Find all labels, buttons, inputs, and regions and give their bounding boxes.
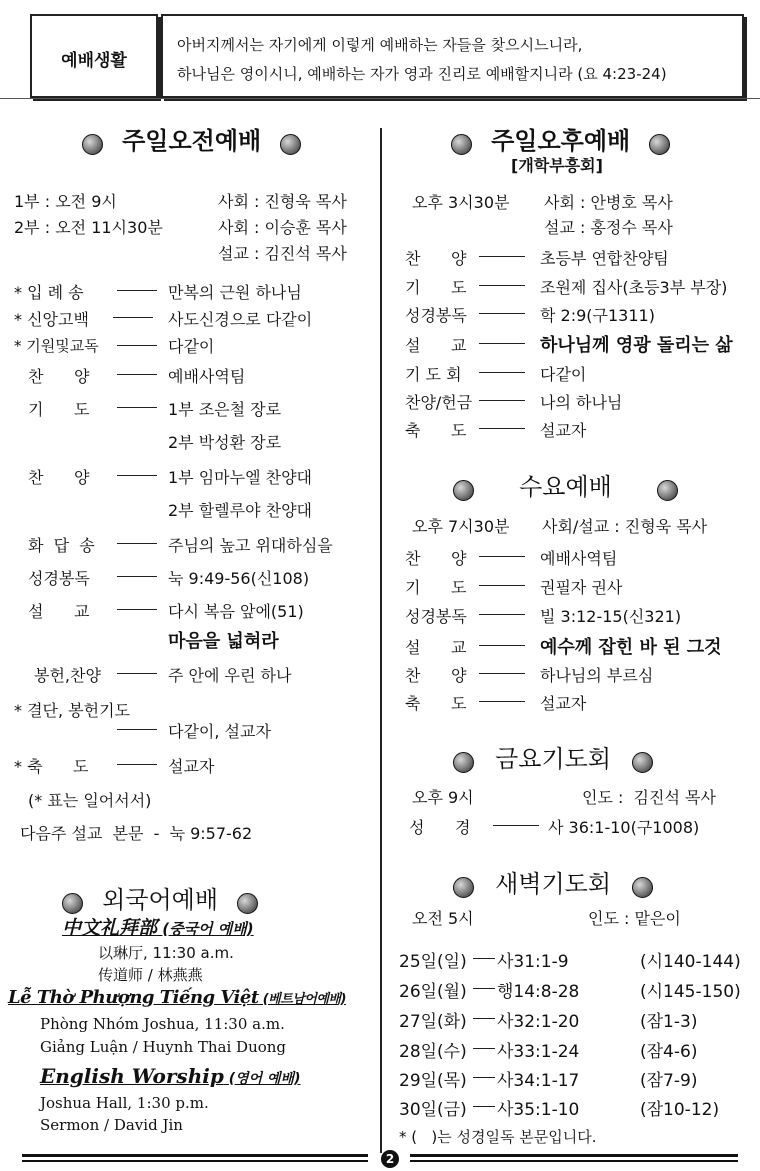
dash-line [479,614,525,615]
dawn-reading: 사32:1-20 [497,1012,580,1032]
order-value: 설교자 [540,421,587,440]
dash-line [117,407,157,408]
dawn-ref: (시145-150) [640,982,741,1002]
dash-line [117,729,157,730]
order-label: 찬 양 [405,549,467,568]
dash-line [117,764,157,765]
dawn-note: * ( )는 성경일독 본문입니다. [399,1128,597,1146]
dash-line [473,958,495,959]
chinese-sub: (중국어 예배) [157,920,254,938]
viet-heading [8,987,346,1008]
chinese-line-2: 传道师 / 林燕燕 [98,966,203,984]
dash-line [493,825,539,826]
morning-preacher: 설교 : 김진석 목사 [218,244,347,263]
dash-line [479,701,525,702]
order-label: 기 도 [405,278,467,297]
afternoon-title-text: 주일오후예배 [491,127,631,155]
page-number [381,1150,399,1168]
order-label: * 신앙고백 [14,310,89,329]
dash-line [117,543,157,544]
dash-line [479,285,525,286]
order-value: 초등부 연합찬양팀 [540,249,669,268]
morning-title [82,121,301,156]
order-value: 1부 임마누엘 찬양대 [168,468,312,487]
afternoon-preacher: 설교 : 홍정수 목사 [544,218,673,237]
dash-line [113,317,153,318]
order-label: * 축 도 [14,757,89,776]
order-label: 찬 양 [405,666,467,685]
bullet-icon [280,134,301,155]
dawn-day: 28일(수) [399,1042,467,1062]
bullet-icon [453,752,474,773]
bullet-icon [451,134,472,155]
bullet-icon [453,877,474,898]
english-line-1: Joshua Hall, 1:30 p.m. [40,1094,209,1112]
bullet-icon [632,752,653,773]
order-label: 화 답 송 [28,536,95,555]
order-value: 다같이 [540,365,587,384]
order-label: 성경봉독 [28,569,90,588]
afternoon-sermon-title: 하나님께 영광 돌리는 삶 [540,335,733,356]
dash-line [479,343,525,344]
dash-line [117,290,157,291]
order-value: 1부 조은철 장로 [168,400,282,419]
order-label: 성경봉독 [405,306,467,325]
dash-line [479,313,525,314]
order-label: 기 도 [28,400,90,419]
order-value: 다같이, 설교자 [168,722,271,741]
order-label: * 결단, 봉헌기도 [14,701,130,720]
order-value: 예배사역팀 [168,367,246,386]
dash-line [117,609,157,610]
dawn-reading: 사31:1-9 [497,952,569,972]
dash-line [117,576,157,577]
order-value: 주 안에 우린 하나 [168,666,292,685]
order-label: 찬 양 [405,249,467,268]
footer-rule-right [410,1154,738,1162]
order-value: 다같이 [168,337,215,356]
friday-scripture: 사 36:1-10(구1008) [548,818,700,837]
wednesday-time: 오후 7시30분 [412,517,510,536]
bullet-icon [632,877,653,898]
viet-line-2: Giảng Luận / Huynh Thai Duong [40,1038,287,1056]
foreign-title [62,880,258,915]
dash-line [117,673,157,674]
dash-line [117,374,157,375]
afternoon-lead: 사회 : 안병호 목사 [544,193,673,212]
morning-title-text: 주일오전예배 [122,127,262,155]
english-title: English Worship [40,1064,224,1088]
dawn-reading: 사35:1-10 [497,1100,580,1120]
order-label: 기 도 [405,578,467,597]
order-label: 설 교 [405,638,467,657]
dash-line [117,475,157,476]
column-divider [380,128,382,1153]
order-value: 빌 3:12-15(신321) [540,607,682,626]
dawn-reading: 사34:1-17 [497,1071,580,1091]
dawn-title-text: 새벽기도회 [495,870,612,898]
bullet-icon [649,134,670,155]
dash-line [473,1018,495,1019]
order-value: 하나님의 부르심 [540,666,654,685]
viet-sub: (베트남어예배) [258,992,346,1007]
order-value: 주님의 높고 위대하심을 [168,536,333,555]
order-value: 만복의 근원 하나님 [168,283,302,302]
order-value: 다시 복음 앞에(51) [168,602,304,621]
order-value: 2부 박성환 장로 [168,433,282,452]
order-value: 사도신경으로 다같이 [168,310,313,329]
dawn-day: 30일(금) [399,1100,467,1120]
order-label: 설 교 [28,602,90,621]
order-label: 설 교 [405,336,467,355]
order-label: 축 도 [405,694,467,713]
dawn-leader: 인도 : 맡은이 [588,909,681,928]
morning-s1-time: 1부 : 오전 9시 [14,192,117,211]
afternoon-time: 오후 3시30분 [412,193,510,212]
morning-s2-lead: 사회 : 이승훈 목사 [218,218,347,237]
dash-line [479,428,525,429]
english-heading [40,1064,300,1088]
order-label: 축 도 [405,421,467,440]
dawn-ref: (잠4-6) [640,1042,698,1062]
friday-scripture-label: 성 경 [409,818,471,837]
dawn-day: 27일(화) [399,1012,467,1032]
dash-line [479,256,525,257]
dawn-ref: (잠10-12) [640,1100,720,1120]
header-verse-box [161,14,744,98]
viet-line-1: Phòng Nhóm Joshua, 11:30 a.m. [40,1015,285,1033]
dawn-ref: (잠1-3) [640,1012,698,1032]
wednesday-lead: 사회/설교 : 진형욱 목사 [542,517,708,536]
order-value: 나의 하나님 [540,393,623,412]
order-label: 찬양/헌금 [405,393,473,412]
dash-line [117,345,157,346]
order-label: * 기원및교독 [14,337,99,355]
viet-title: Lễ Thờ Phượng Tiếng Việt [8,987,259,1008]
dawn-day: 26일(월) [399,982,467,1002]
dawn-ref: (잠7-9) [640,1071,698,1091]
chinese-heading [62,913,254,940]
friday-title-text: 금요기도회 [495,745,612,773]
dash-line [473,1106,495,1107]
order-value: 권필자 권사 [540,578,623,597]
dash-line [473,1077,495,1078]
order-label: 성경봉독 [405,607,467,626]
dawn-time: 오전 5시 [412,909,474,928]
dash-line [479,400,525,401]
header-label: 예배생활 [61,51,127,71]
order-label: 봉헌,찬양 [34,666,101,685]
order-label: * 입 례 송 [14,283,84,302]
verse-line-1: 아버지께서는 자기에게 이렇게 예배하는 자들을 찾으시느니라, [177,36,583,54]
bullet-icon [82,134,103,155]
order-value: 설교자 [540,694,587,713]
dawn-day: 29일(목) [399,1071,467,1091]
dawn-reading: 사33:1-24 [497,1042,580,1062]
order-label: 기 도 회 [405,365,462,384]
bullet-icon [453,480,474,501]
dash-line [479,673,525,674]
english-line-2: Sermon / David Jin [40,1116,183,1134]
footer-rule-left [22,1154,368,1162]
verse-line-2: 하나님은 영이시니, 예배하는 자가 영과 진리로 예배할지니라 (요 4:23-24) [177,65,667,83]
dash-line [479,556,525,557]
afternoon-subtitle: [개학부흥회] [511,156,603,175]
dash-line [479,372,525,373]
next-sermon: 다음주 설교 본문 - 눅 9:57-62 [20,824,253,843]
dash-line [473,988,495,989]
friday-leader: 인도 : 김진석 목사 [582,788,716,807]
bullet-icon [237,893,258,914]
chinese-line-1: 以琳厅, 11:30 a.m. [98,944,234,962]
dawn-day: 25일(일) [399,952,467,972]
english-sub: (영어 예배) [223,1071,301,1087]
standing-note: (* 표는 일어서서) [28,791,152,810]
dawn-title [453,864,653,899]
dash-line [479,645,525,646]
order-value: 설교자 [168,757,215,776]
dawn-reading: 행14:8-28 [497,982,580,1002]
bullet-icon [62,893,83,914]
wednesday-title-text: 수요예배 [519,473,612,501]
order-value: 예배사역팀 [540,549,618,568]
order-value: 학 2:9(구1311) [540,306,655,325]
friday-time: 오후 9시 [412,788,474,807]
chinese-title: 中文礼拜部 [62,917,158,939]
dash-line [473,1048,495,1049]
header-label-box [30,14,158,98]
dash-line [479,585,525,586]
wednesday-sermon-title: 예수께 잡힌 바 된 그것 [540,637,722,658]
header-rule [0,98,760,99]
friday-title [453,739,653,774]
order-label: 찬 양 [28,468,90,487]
order-value: 눅 9:49-56(신108) [168,569,310,588]
sermon-title: 마음을 넓혀라 [168,631,279,652]
afternoon-title [451,121,670,156]
morning-s2-time: 2부 : 오전 11시30분 [14,218,163,237]
wednesday-title [453,467,678,502]
order-value: 조원제 집사(초등3부 부장) [540,278,728,297]
order-value: 2부 할렐루야 찬양대 [168,501,312,520]
bullet-icon [657,480,678,501]
page-number-text: 2 [385,1152,395,1166]
order-label: 찬 양 [28,367,90,386]
dawn-ref: (시140-144) [640,952,741,972]
morning-s1-lead: 사회 : 진형욱 목사 [218,192,347,211]
foreign-title-text: 외국어예배 [102,886,219,914]
